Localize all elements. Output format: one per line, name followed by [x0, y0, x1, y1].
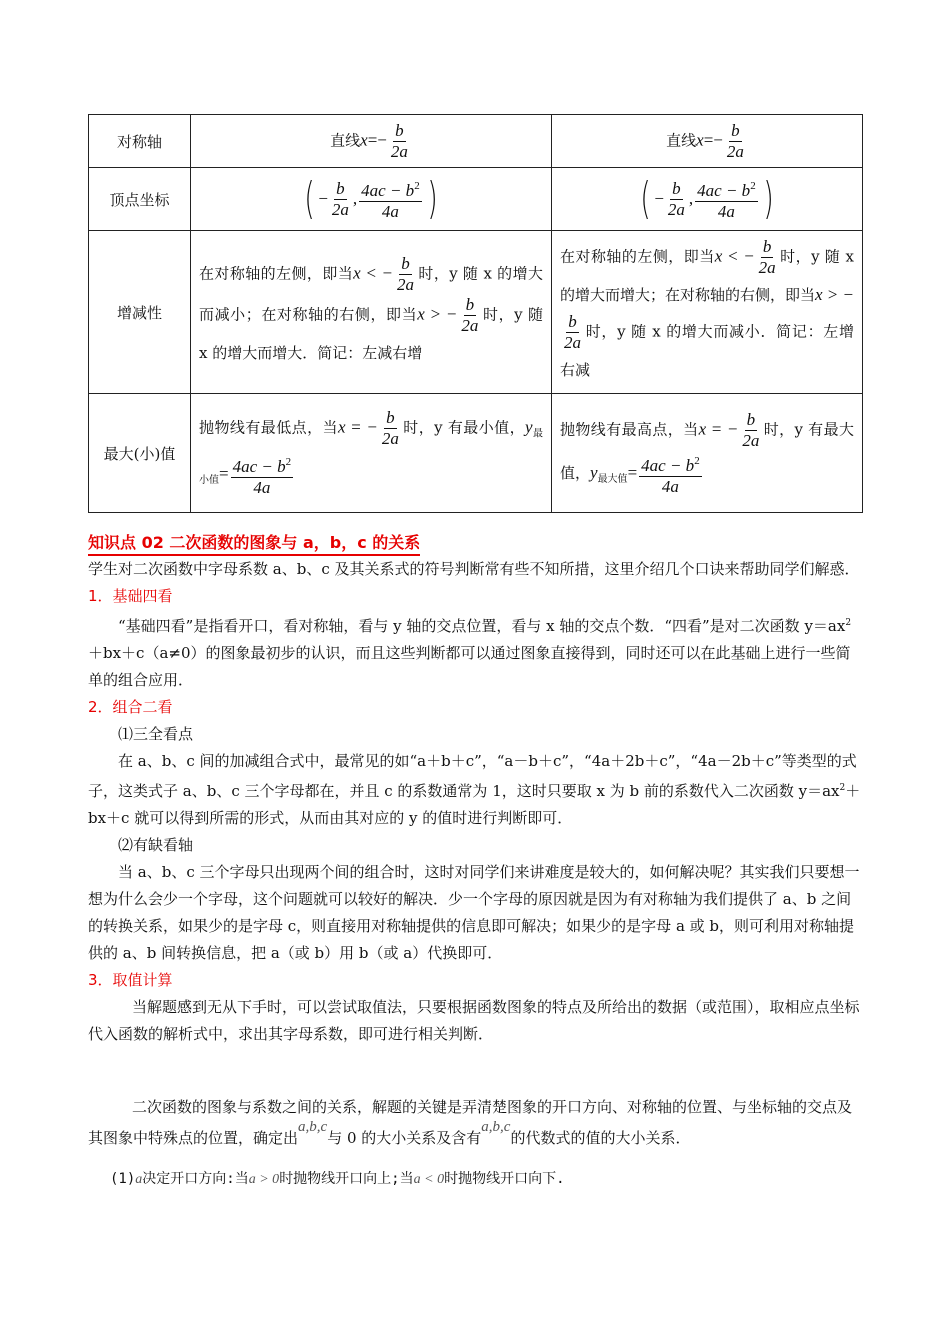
paragraph-basic-four: “基础四看”是指看开口，看对称轴，看与 y 轴的交点位置，看与 x 轴的交点个数．“四看”是对二次函数 $y=ax^2+bx+c(a\ne 0)$的图象最初步的认识，而且这些判断都可以通过图象直接得到，同时还可以在此基础上进行一些简单的组合应用． [88, 617, 852, 689]
subheading-2-1: ⑴三全看点 [118, 725, 194, 743]
section-body [88, 556, 864, 1048]
table-row [89, 394, 863, 513]
row-label: 增减性 [89, 231, 191, 394]
row-label: 顶点坐标 [89, 168, 191, 231]
paragraph-three-points: 在 a、b、c 间的加减组合式中，最常见的如“a＋b＋c”，“a－b＋c”，“4a＋2b＋c”，“4a－2b＋c”等类型的式子，这类式子 a、b、c 三个字母都在，并且 c 的系数通常为 1，这时只要取 x 为 b 前的系数代入二次函数 $y=ax^2+bx+c$ 就可以得到所需的形式，从而由其对应的 y 的值时进行判断即可． [88, 752, 861, 827]
monotonic-text-left: 在对称轴的左侧，即当x < − $\frac{b}{2a}$ 时，y 随 x 的增大而减小；在对称轴的右侧，即当x > − $\frac{b}{2a}$ 时，y 随 x 的增大而增大．简记：左减右增 [191, 231, 552, 394]
vertex-formula-right: ( − $\frac{b}{2a}$ , $\frac{4ac - b^2}{4a}$ ) [552, 168, 863, 231]
paragraph-value-calc: 当解题感到无从下手时，可以尝试取值法，只要根据函数图象的特点及所给出的数据（或范围），取相应点坐标代入函数的解析式中，求出其字母系数，即可进行相关判断． [88, 998, 860, 1043]
vertex-formula-left: ( − $\frac{b}{2a}$ , $\frac{4ac - b^2}{4a}$ ) [191, 168, 552, 231]
subheading-2-2: ⑵有缺看轴 [118, 836, 194, 854]
subheading-1: 1．基础四看 [88, 587, 173, 605]
table-row [89, 231, 863, 394]
axis-formula-left: 直线x=− $\frac{b}{2a}$ [191, 115, 552, 168]
monotonic-text-right: 在对称轴的左侧，即当x < − $\frac{b}{2a}$ 时，y 随 x 的增大而增大；在对称轴的右侧，即当x > − $\frac{b}{2a}$ 时，y 随 x 的增大而减小．简记：左增右减 [552, 231, 863, 394]
subheading-3: 3．取值计算 [88, 971, 173, 989]
intro-paragraph: 学生对二次函数中字母系数 a、b、c 及其关系式的符号判断常有些不知所措，这里介绍几个口诀来帮助同学们解惑． [88, 560, 860, 578]
item-1-line: (1)a决定开口方向:当a > 0时抛物线开口向上;当a < 0时抛物线开口向下. [110, 1171, 565, 1187]
table-row [89, 115, 863, 168]
table-row [89, 168, 863, 231]
subheading-2: 2．组合二看 [88, 698, 173, 716]
extreme-text-right: 抛物线有最高点，当x = − $\frac{b}{2a}$ 时，y 有最大值，$y_{最大值}=$ $\frac{4ac - b^2}{4a}$ [552, 394, 863, 513]
row-label: 对称轴 [89, 115, 191, 168]
extreme-text-left: 抛物线有最低点，当x = − $\frac{b}{2a}$ 时，y 有最小值，$y_{最小值}=$ $\frac{4ac - b^2}{4a}$ [191, 394, 552, 513]
section-heading: 知识点 02 二次函数的图象与 a，b，c 的关系 [88, 532, 420, 556]
axis-formula-right: 直线x=− $\frac{b}{2a}$ [552, 115, 863, 168]
property-table [88, 114, 863, 513]
row-label: 最大(小)值 [89, 394, 191, 513]
paragraph-missing-axis: 当 a、b、c 三个字母只出现两个间的组合时，这时对同学们来讲难度是较大的，如何解决呢？其实我们只要想一想为什么会少一个字母，这个问题就可以较好的解决．少一个字母的原因就是因为有对称轴为我们提供了 a、b 之间的转换关系，如果少的是字母 c，则直接用对称轴提供的信息即可解决；如果少的是字母 a 或 b，则可利用对称轴提供的 a、b 间转换信息，把 a（或 b）用 b（或 a）代换即可． [88, 863, 860, 962]
relation-paragraph: 二次函数的图象与系数之间的关系，解题的关键是弄清楚图象的开口方向、对称轴的位置、与坐标轴的交点及其图象中特殊点的位置，确定出a,b,c与 0 的大小关系及含有a,b,c的代数式的值的大小关系． [88, 1098, 853, 1147]
